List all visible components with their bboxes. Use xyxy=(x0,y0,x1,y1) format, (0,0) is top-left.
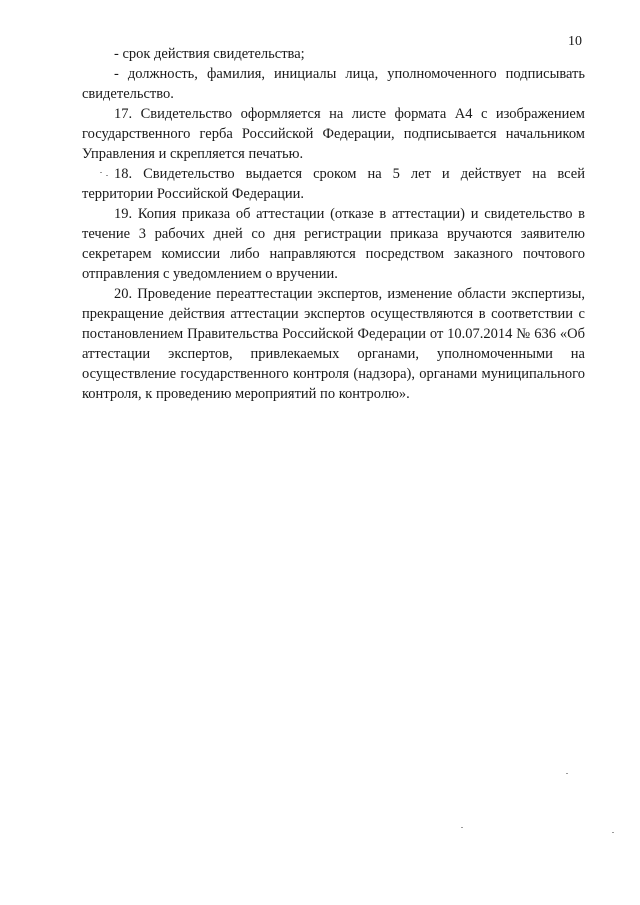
document-body xyxy=(82,44,585,404)
paragraph-20: 20. Проведение переаттестации экспертов, изменение области экспертизы, прекращение действия аттестации экспертов осуществляются в соответствии с постановлением Правительства Российской Федерации от 10.07.2014 № 636 «Об аттестации экспертов, привлекаемых органами, уполномоченными на осуществление государственного контроля (надзора), органами муниципального контроля, к проведению мероприятий по контролю». xyxy=(82,286,585,402)
scan-speck xyxy=(612,832,614,833)
scan-speck xyxy=(100,172,102,173)
paragraph-17: 17. Свидетельство оформляется на листе формата А4 с изображением государственного герба Российской Федерации, подписывается начальником Управления и скрепляется печатью. xyxy=(82,106,585,162)
scan-speck xyxy=(566,773,568,774)
scan-speck xyxy=(106,175,108,176)
paragraph-18: 18. Свидетельство выдается сроком на 5 лет и действует на всей территории Российской Федерации. xyxy=(82,166,585,202)
paragraph-list-item-validity: - срок действия свидетельства; xyxy=(114,46,305,62)
paragraph-19: 19. Копия приказа об аттестации (отказе в аттестации) и свидетельство в течение 3 рабочих дней со дня регистрации приказа вручаются заявителю секретарем комиссии либо направляются посредством заказного почтового отправления с уведомлением о вручении. xyxy=(82,206,585,282)
scan-speck xyxy=(461,827,463,828)
paragraph-list-item-signatory: - должность, фамилия, инициалы лица, уполномоченного подписывать свидетельство. xyxy=(82,66,585,102)
page-number: 10 xyxy=(568,34,582,49)
